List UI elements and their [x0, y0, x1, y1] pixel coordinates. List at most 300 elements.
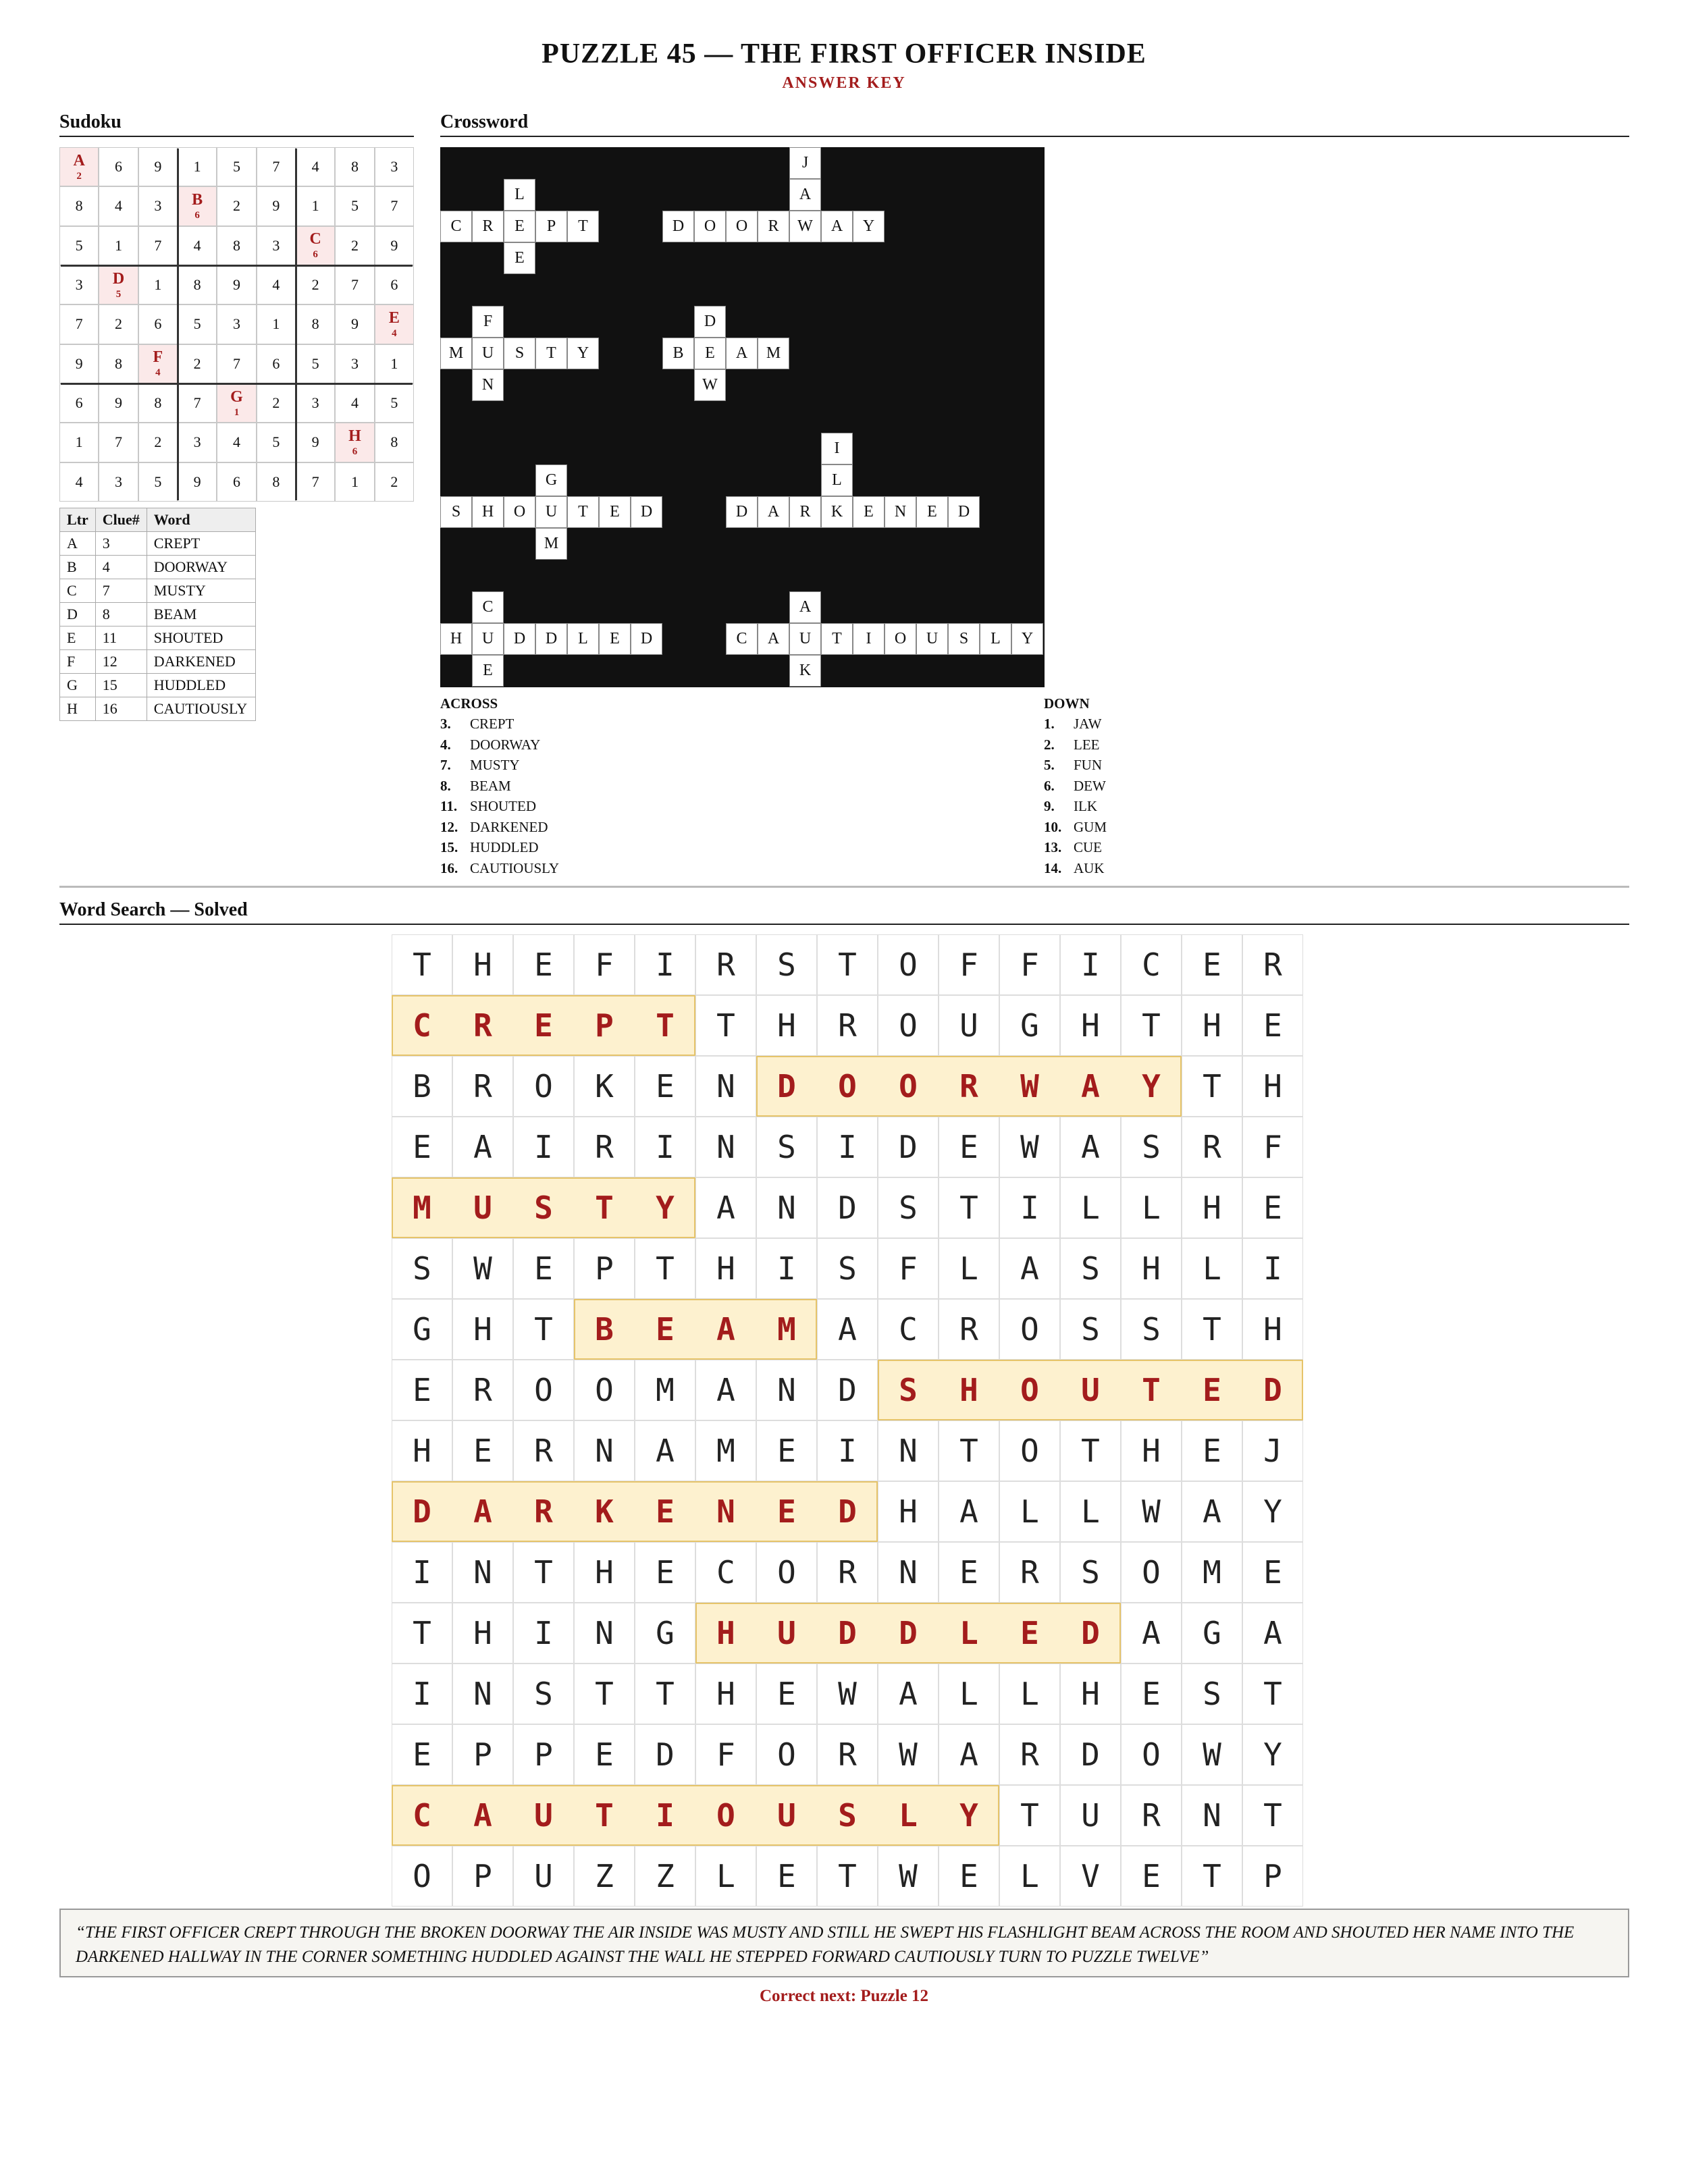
clue-item: [440, 839, 538, 856]
wordsearch-cell: T: [695, 995, 756, 1056]
sudoku-letter-cell: [178, 186, 217, 225]
clue-number: 15.: [440, 839, 458, 855]
wordsearch-cell: U: [939, 995, 999, 1056]
wordsearch-cell: T: [1182, 1846, 1242, 1907]
mapping-cell: BEAM: [147, 603, 255, 627]
crossword-cell: C: [726, 623, 758, 655]
wordsearch-cell: S: [1182, 1663, 1242, 1724]
crossword-cell: A: [789, 591, 821, 623]
wordsearch-cell: O: [392, 1846, 452, 1907]
wordsearch-cell: E: [1242, 1542, 1303, 1603]
wordsearch-cell: E: [1182, 1420, 1242, 1481]
wordsearch-cell: R: [695, 934, 756, 995]
wordsearch-cell: W: [452, 1238, 513, 1299]
sudoku-cell: 8: [99, 344, 138, 383]
mapping-row: [60, 674, 256, 697]
crossword-cell: U: [789, 623, 821, 655]
clue-text: ILK: [1074, 798, 1097, 814]
crossword-cell: D: [631, 623, 662, 655]
clue-item: [440, 778, 511, 795]
sudoku-cell: 8: [138, 383, 178, 423]
wordsearch-cell: T: [1242, 1663, 1303, 1724]
mapping-cell: G: [60, 674, 96, 697]
wordsearch-cell: D: [838, 1493, 857, 1530]
cell-letter: A: [73, 151, 85, 169]
clue-text: HUDDLED: [470, 839, 539, 855]
wordsearch-cell: M: [1182, 1542, 1242, 1603]
crossword-cell: S: [948, 623, 980, 655]
wordsearch-cell: S: [1121, 1299, 1182, 1360]
wordsearch-cell: N: [574, 1420, 635, 1481]
wordsearch-cell: S: [817, 1238, 878, 1299]
crossword-cell: J: [789, 147, 821, 179]
crossword-cell: N: [472, 369, 504, 401]
wordsearch-cell: U: [534, 1797, 553, 1834]
wordsearch-cell: S: [1060, 1238, 1121, 1299]
wordsearch-cell: T: [635, 1663, 695, 1724]
cell-digit: 6: [313, 249, 318, 261]
sudoku-cell: 9: [375, 226, 414, 265]
wordsearch-cell: T: [939, 1420, 999, 1481]
mapping-cell: MUSTY: [147, 579, 255, 603]
wordsearch-cell: E: [939, 1117, 999, 1177]
wordsearch-cell: S: [1121, 1117, 1182, 1177]
sudoku-cell: 8: [375, 423, 414, 462]
sudoku-cell: 5: [59, 226, 99, 265]
wordsearch-cell: T: [1060, 1420, 1121, 1481]
wordsearch-cell: T: [595, 1190, 614, 1226]
sudoku-cell: 1: [257, 304, 296, 344]
wordsearch-cell: T: [574, 1663, 635, 1724]
wordsearch-cell: B: [595, 1311, 614, 1348]
wordsearch-cell: I: [513, 1603, 574, 1663]
wordsearch-cell: H: [1060, 995, 1121, 1056]
crossword-cell: D: [535, 623, 567, 655]
wordsearch-cell: T: [1182, 1056, 1242, 1117]
wordsearch-cell: H: [1121, 1420, 1182, 1481]
wordsearch-cell: L: [999, 1846, 1060, 1907]
wordsearch-cell: R: [959, 1068, 978, 1104]
wordsearch-cell: L: [899, 1797, 918, 1834]
mapping-header-row: [60, 508, 256, 532]
wordsearch-cell: F: [999, 934, 1060, 995]
wordsearch-cell: I: [656, 1797, 675, 1834]
wordsearch-cell: L: [999, 1481, 1060, 1542]
wordsearch-cell: O: [513, 1056, 574, 1117]
wordsearch-cell: E: [756, 1420, 817, 1481]
sudoku-letter-cell: [138, 344, 178, 383]
wordsearch-cell: R: [817, 1724, 878, 1785]
mapping-cell: DARKENED: [147, 650, 255, 674]
wordsearch-cell: L: [1060, 1481, 1121, 1542]
wordsearch-cell: A: [635, 1420, 695, 1481]
wordsearch-cell: H: [959, 1372, 978, 1408]
crossword-cell: Y: [853, 211, 885, 242]
sudoku-cell: 6: [99, 147, 138, 186]
wordsearch-cell: N: [878, 1420, 939, 1481]
crossword-cell: E: [504, 211, 535, 242]
sudoku-cell: 7: [138, 226, 178, 265]
wordsearch-cell: N: [452, 1663, 513, 1724]
wordsearch-cell: J: [1242, 1420, 1303, 1481]
crossword-cell: O: [726, 211, 758, 242]
wordsearch-cell: E: [939, 1542, 999, 1603]
sudoku-cell: 3: [59, 265, 99, 304]
wordsearch-cell: E: [635, 1056, 695, 1117]
wordsearch-cell: O: [838, 1068, 857, 1104]
clue-item: [1044, 839, 1102, 856]
sudoku-cell: 3: [138, 186, 178, 225]
wordsearch-cell: H: [1060, 1663, 1121, 1724]
wordsearch-cell: E: [574, 1724, 635, 1785]
cell-letter: E: [388, 309, 400, 327]
sudoku-cell: 8: [335, 147, 374, 186]
wordsearch-cell: E: [1182, 934, 1242, 995]
mapping-cell: 8: [95, 603, 147, 627]
sudoku-letter-cell: [296, 226, 335, 265]
crossword-cell: C: [440, 211, 472, 242]
wordsearch-cell: S: [756, 934, 817, 995]
crossword-cell: B: [662, 338, 694, 369]
sudoku-letter-cell: [99, 265, 138, 304]
wordsearch-cell: H: [716, 1615, 735, 1651]
mapping-row: [60, 603, 256, 627]
wordsearch-cell: E: [513, 1238, 574, 1299]
crossword-cell: R: [789, 496, 821, 528]
mapping-cell: HUDDLED: [147, 674, 255, 697]
wordsearch-cell: I: [999, 1177, 1060, 1238]
sudoku-cell: 1: [99, 226, 138, 265]
wordsearch-cell: I: [513, 1117, 574, 1177]
crossword-cell: M: [535, 528, 567, 560]
wordsearch-cell: W: [999, 1117, 1060, 1177]
clue-text: LEE: [1074, 736, 1100, 753]
clue-text: GUM: [1074, 818, 1107, 835]
wordsearch-cell: S: [878, 1177, 939, 1238]
crossword-cell: L: [504, 179, 535, 211]
sudoku-cell: 3: [99, 462, 138, 502]
wordsearch-grid: [392, 934, 1303, 1907]
sudoku-cell: 1: [375, 344, 414, 383]
wordsearch-cell: T: [817, 1846, 878, 1907]
clue-item: [440, 737, 540, 753]
wordsearch-cell: G: [392, 1299, 452, 1360]
crossword-cell: U: [472, 338, 504, 369]
wordsearch-cell: C: [413, 1797, 431, 1834]
wordsearch-cell: H: [452, 1299, 513, 1360]
wordsearch-cell: Y: [1142, 1068, 1161, 1104]
crossword-cell: U: [535, 496, 567, 528]
sudoku-cell: 4: [257, 265, 296, 304]
wordsearch-cell: T: [817, 934, 878, 995]
mapping-cell: SHOUTED: [147, 627, 255, 650]
crossword-cell: K: [821, 496, 853, 528]
next-puzzle-note: Correct next: Puzzle 12: [759, 1987, 929, 2005]
crossword-cell: A: [758, 623, 789, 655]
sudoku-cell: 2: [99, 304, 138, 344]
sudoku-cell: 5: [257, 423, 296, 462]
sudoku-cell: 2: [296, 265, 335, 304]
wordsearch-cell: A: [939, 1481, 999, 1542]
wordsearch-cell: N: [695, 1117, 756, 1177]
mapping-row: [60, 579, 256, 603]
wordsearch-cell: H: [1182, 995, 1242, 1056]
wordsearch-cell: U: [1060, 1785, 1121, 1846]
crossword-cell: H: [440, 623, 472, 655]
sudoku-cell: 5: [217, 147, 256, 186]
wordsearch-heading: Word Search — Solved: [59, 899, 1629, 925]
clue-item: [440, 716, 514, 733]
wordsearch-cell: O: [999, 1420, 1060, 1481]
crossword-cell: A: [726, 338, 758, 369]
wordsearch-cell: U: [777, 1615, 796, 1651]
clue-number: 2.: [1044, 736, 1055, 753]
wordsearch-cell: R: [473, 1007, 492, 1044]
clue-text: DOORWAY: [470, 736, 541, 753]
wordsearch-cell: S: [534, 1190, 553, 1226]
wordsearch-cell: E: [534, 1007, 553, 1044]
wordsearch-cell: D: [413, 1493, 431, 1530]
wordsearch-cell: R: [817, 995, 878, 1056]
mapping-header: Ltr: [60, 508, 96, 532]
cell-letter: G: [230, 388, 243, 406]
mapping-cell: F: [60, 650, 96, 674]
wordsearch-cell: E: [939, 1846, 999, 1907]
crossword-cell: D: [694, 306, 726, 338]
clue-number: 5.: [1044, 757, 1055, 773]
crossword-cell: R: [758, 211, 789, 242]
crossword-grid: [440, 147, 1045, 687]
wordsearch-cell: O: [1020, 1372, 1039, 1408]
wordsearch-cell: O: [513, 1360, 574, 1420]
wordsearch-cell: N: [756, 1177, 817, 1238]
crossword-cell: U: [472, 623, 504, 655]
crossword-cell: L: [567, 623, 599, 655]
wordsearch-cell: T: [656, 1007, 675, 1044]
cell-letter: B: [192, 190, 203, 209]
sudoku-cell: 2: [138, 423, 178, 462]
wordsearch-cell: R: [999, 1542, 1060, 1603]
clue-number: 13.: [1044, 839, 1062, 855]
cell-digit: 4: [392, 327, 397, 339]
clue-item: [1044, 860, 1105, 877]
wordsearch-cell: Y: [1242, 1481, 1303, 1542]
cell-digit: 2: [76, 170, 82, 182]
wordsearch-cell: A: [999, 1238, 1060, 1299]
wordsearch-cell: L: [999, 1663, 1060, 1724]
letter-mapping-table: [59, 508, 256, 721]
wordsearch-cell: H: [756, 995, 817, 1056]
wordsearch-cell: G: [635, 1603, 695, 1663]
sudoku-cell: 4: [217, 423, 256, 462]
wordsearch-cell: S: [1060, 1299, 1121, 1360]
mapping-cell: 16: [95, 697, 147, 721]
wordsearch-cell: N: [695, 1056, 756, 1117]
mapping-row: [60, 532, 256, 556]
wordsearch-cell: E: [656, 1311, 675, 1348]
clue-number: 4.: [440, 736, 451, 753]
sudoku-cell: 9: [99, 383, 138, 423]
sudoku-cell: 7: [375, 186, 414, 225]
clue-text: JAW: [1074, 716, 1102, 732]
sudoku-cell: 5: [375, 383, 414, 423]
hidden-message-quote: “THE FIRST OFFICER CREPT THROUGH THE BROKEN DOORWAY THE AIR INSIDE WAS MUSTY AND STILL HE SWEPT HIS FLASHLIGHT BEAM ACROSS THE ROOM AND SHOUTED HER NAME INTO THE DARKENED HALLWAY IN THE CORNER SOMETHING HUDDLED AGAINST THE WALL HE STEPPED FORWARD CAUTIOUSLY TURN TO PUZZLE TWELVE”: [59, 1909, 1629, 1977]
wordsearch-cell: W: [1182, 1724, 1242, 1785]
sudoku-cell: 6: [217, 462, 256, 502]
wordsearch-cell: C: [413, 1007, 431, 1044]
crossword-cell: M: [758, 338, 789, 369]
clue-text: BEAM: [470, 777, 511, 794]
wordsearch-cell: E: [1203, 1372, 1221, 1408]
wordsearch-cell: R: [939, 1299, 999, 1360]
crossword-cell: E: [472, 655, 504, 687]
wordsearch-cell: P: [574, 1238, 635, 1299]
wordsearch-cell: L: [1060, 1177, 1121, 1238]
wordsearch-cell: T: [1182, 1299, 1242, 1360]
box-divider: [177, 149, 179, 500]
cell-digit: 1: [234, 406, 240, 418]
wordsearch-cell: A: [939, 1724, 999, 1785]
wordsearch-cell: N: [756, 1360, 817, 1420]
down-heading: DOWN: [1044, 695, 1090, 712]
wordsearch-cell: N: [574, 1603, 635, 1663]
sudoku-cell: 8: [59, 186, 99, 225]
mapping-cell: DOORWAY: [147, 556, 255, 579]
sudoku-cell: 6: [375, 265, 414, 304]
mapping-row: [60, 697, 256, 721]
wordsearch-cell: H: [452, 934, 513, 995]
crossword-cell: D: [948, 496, 980, 528]
wordsearch-cell: I: [1242, 1238, 1303, 1299]
mapping-cell: 4: [95, 556, 147, 579]
crossword-cell: Y: [567, 338, 599, 369]
wordsearch-cell: S: [838, 1797, 857, 1834]
crossword-cell: E: [853, 496, 885, 528]
section-divider: [59, 886, 1629, 888]
sudoku-cell: 5: [138, 462, 178, 502]
wordsearch-cell: S: [1060, 1542, 1121, 1603]
wordsearch-cell: T: [1242, 1785, 1303, 1846]
sudoku-cell: 4: [296, 147, 335, 186]
mapping-cell: CAUTIOUSLY: [147, 697, 255, 721]
wordsearch-cell: R: [452, 1360, 513, 1420]
wordsearch-cell: R: [1182, 1117, 1242, 1177]
mapping-cell: 11: [95, 627, 147, 650]
crossword-cell: O: [504, 496, 535, 528]
mapping-cell: 12: [95, 650, 147, 674]
clue-text: MUSTY: [470, 757, 520, 773]
clue-number: 1.: [1044, 716, 1055, 732]
sudoku-cell: 9: [138, 147, 178, 186]
cell-digit: 6: [352, 446, 358, 457]
sudoku-cell: 4: [99, 186, 138, 225]
mapping-cell: E: [60, 627, 96, 650]
sudoku-cell: 1: [335, 462, 374, 502]
wordsearch-cell: A: [695, 1177, 756, 1238]
wordsearch-cell: E: [756, 1663, 817, 1724]
sudoku-cell: 6: [138, 304, 178, 344]
wordsearch-cell: T: [1121, 995, 1182, 1056]
wordsearch-cell: H: [392, 1420, 452, 1481]
clue-number: 10.: [1044, 818, 1062, 835]
wordsearch-cell: N: [878, 1542, 939, 1603]
clue-text: FUN: [1074, 757, 1103, 773]
wordsearch-cell: A: [695, 1360, 756, 1420]
sudoku-cell: 7: [217, 344, 256, 383]
clue-number: 3.: [440, 716, 451, 732]
wordsearch-cell: A: [817, 1299, 878, 1360]
wordsearch-cell: L: [939, 1238, 999, 1299]
wordsearch-cell: U: [513, 1846, 574, 1907]
wordsearch-cell: T: [392, 1603, 452, 1663]
sudoku-letter-cell: [335, 423, 374, 462]
sudoku-cell: 2: [178, 344, 217, 383]
clue-number: 11.: [440, 798, 458, 814]
wordsearch-cell: O: [878, 934, 939, 995]
wordsearch-cell: A: [452, 1117, 513, 1177]
wordsearch-cell: G: [999, 995, 1060, 1056]
crossword-cell: T: [535, 338, 567, 369]
sudoku-cell: 4: [335, 383, 374, 423]
clue-number: 14.: [1044, 859, 1062, 876]
wordsearch-cell: E: [392, 1360, 452, 1420]
wordsearch-cell: A: [473, 1797, 492, 1834]
wordsearch-cell: F: [695, 1724, 756, 1785]
sudoku-cell: 4: [178, 226, 217, 265]
wordsearch-cell: P: [452, 1724, 513, 1785]
clue-item: [1044, 737, 1099, 753]
wordsearch-cell: R: [513, 1420, 574, 1481]
clue-item: [1044, 798, 1097, 815]
cell-letter: F: [153, 348, 163, 367]
wordsearch-cell: E: [777, 1493, 796, 1530]
wordsearch-cell: D: [1081, 1615, 1100, 1651]
wordsearch-cell: U: [473, 1190, 492, 1226]
crossword-cell: I: [853, 623, 885, 655]
crossword-cell: O: [694, 211, 726, 242]
clue-number: 6.: [1044, 777, 1055, 794]
crossword-cell: E: [599, 623, 631, 655]
wordsearch-cell: Z: [635, 1846, 695, 1907]
wordsearch-cell: P: [513, 1724, 574, 1785]
clue-item: [1044, 757, 1102, 774]
wordsearch-cell: L: [695, 1846, 756, 1907]
wordsearch-cell: H: [1182, 1177, 1242, 1238]
clue-item: [440, 860, 559, 877]
wordsearch-cell: N: [716, 1493, 735, 1530]
wordsearch-cell: I: [392, 1663, 452, 1724]
crossword-cell: E: [599, 496, 631, 528]
mapping-cell: H: [60, 697, 96, 721]
box-divider: [61, 383, 413, 385]
crossword-cell: F: [472, 306, 504, 338]
wordsearch-cell: D: [1263, 1372, 1282, 1408]
sudoku-cell: 1: [59, 423, 99, 462]
clue-text: DARKENED: [470, 818, 548, 835]
mapping-header: Word: [147, 508, 255, 532]
wordsearch-cell: I: [817, 1117, 878, 1177]
mapping-cell: D: [60, 603, 96, 627]
clue-text: SHOUTED: [470, 798, 536, 814]
cell-letter: C: [309, 230, 321, 248]
mapping-row: [60, 627, 256, 650]
cell-letter: D: [112, 269, 125, 288]
wordsearch-cell: E: [392, 1724, 452, 1785]
sudoku-cell: 8: [178, 265, 217, 304]
crossword-cell: K: [789, 655, 821, 687]
sudoku-cell: 1: [296, 186, 335, 225]
mapping-row: [60, 556, 256, 579]
